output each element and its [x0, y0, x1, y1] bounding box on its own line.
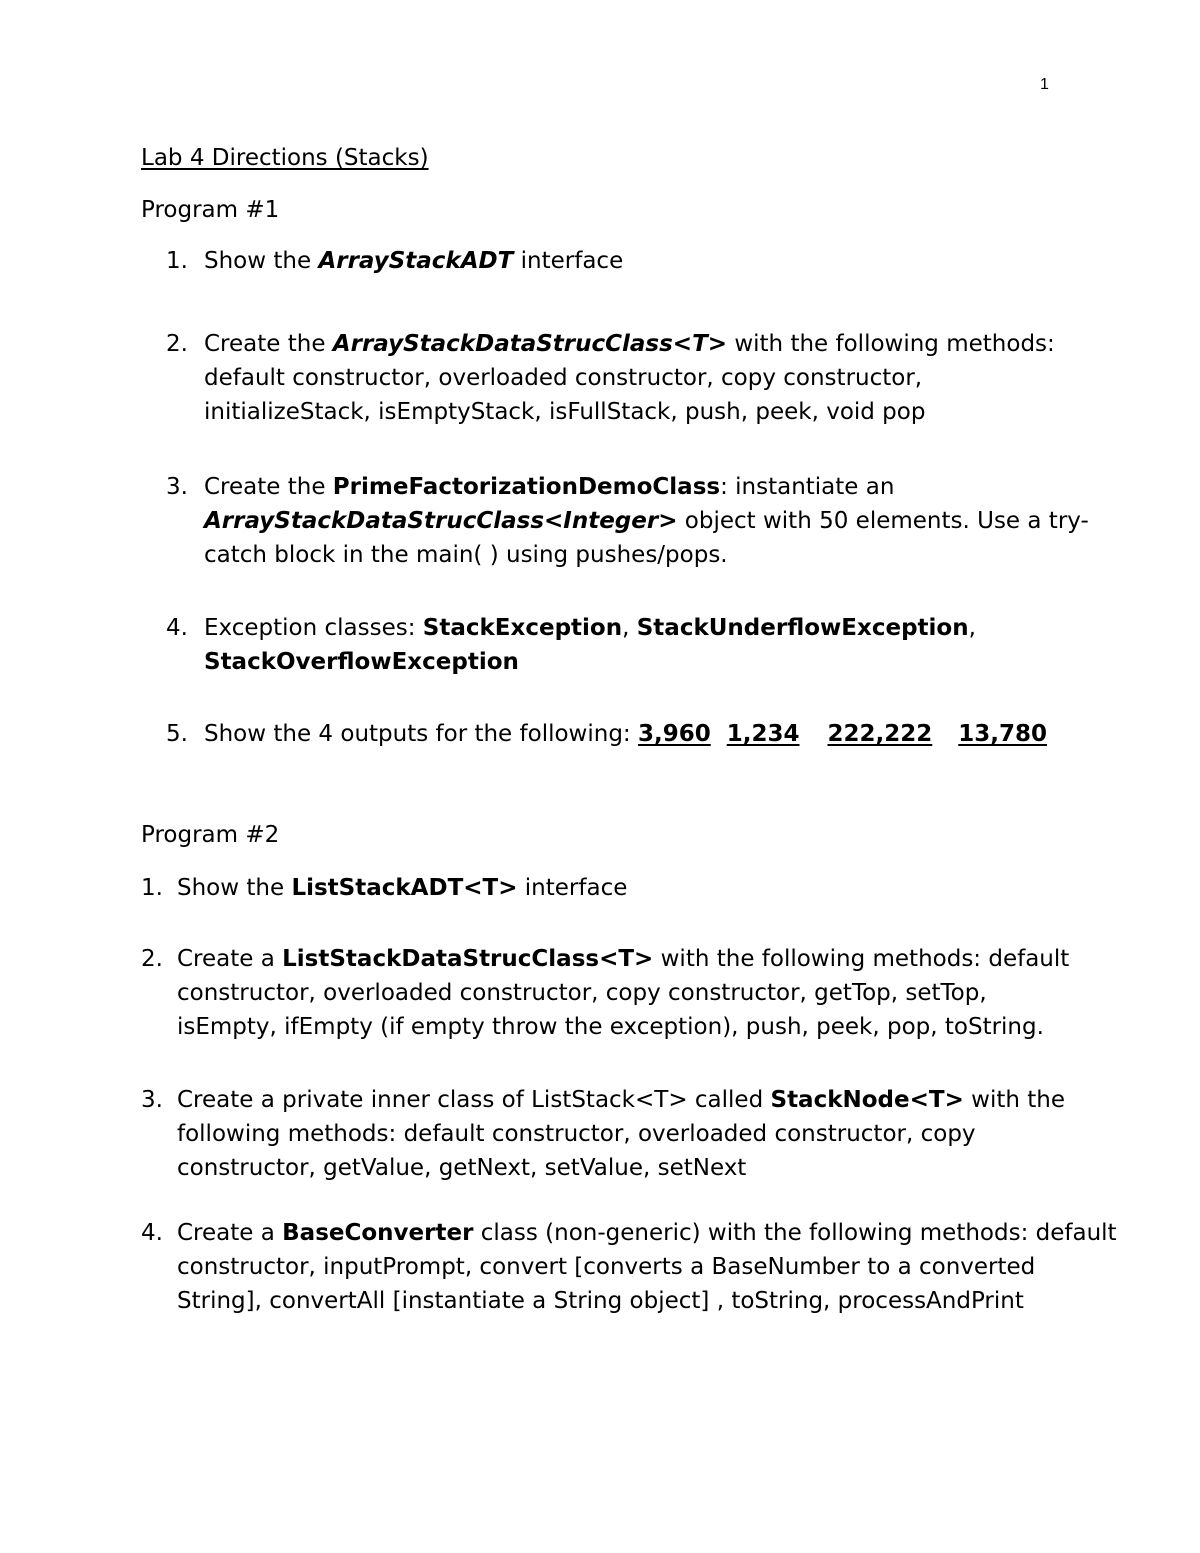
item-number: 4. [141, 1220, 163, 1246]
class-name: PrimeFactorizationDemoClass [332, 474, 721, 500]
output-value: 222,222 [827, 721, 933, 747]
item-text: Create the [204, 331, 333, 357]
item-text: with the following methods: default [653, 946, 1070, 972]
item-text-line: catch block in the main( ) using pushes/pops. [204, 542, 728, 568]
item-text: Show the [204, 248, 319, 274]
item-text-line: isEmpty, ifEmpty (if empty throw the exception), push, peek, pop, toString. [177, 1014, 1044, 1040]
item-text: Create a [177, 1220, 283, 1246]
item-text: Show the [177, 875, 292, 901]
item-text: , [968, 615, 976, 641]
item-text: with the following methods: [727, 331, 1055, 357]
program2-heading: Program #2 [141, 822, 280, 848]
item-number: 1. [141, 875, 163, 901]
item-text: , [622, 615, 637, 641]
item-text-line: constructor, overloaded constructor, copy constructor, getTop, setTop, [177, 980, 987, 1006]
item-text-line: constructor, inputPrompt, convert [converts a BaseNumber to a converted [177, 1254, 1036, 1280]
item-text-line: following methods: default constructor, overloaded constructor, copy [177, 1121, 976, 1147]
class-name: StackNode<T> [770, 1087, 964, 1113]
item-text: Show the 4 outputs for the following: [204, 721, 638, 747]
exception-name: StackOverflowException [204, 649, 519, 675]
item-text: object with 50 elements. Use a try- [677, 508, 1089, 534]
item-text: with the [963, 1087, 1066, 1113]
output-value: 3,960 [637, 721, 711, 747]
output-value: 13,780 [958, 721, 1048, 747]
item-text: interface [517, 875, 628, 901]
item-number: 3. [141, 1087, 163, 1113]
exception-name: StackException [422, 615, 623, 641]
class-name: ArrayStackDataStrucClass<T> [332, 331, 728, 357]
program1-heading: Program #1 [141, 197, 280, 223]
item-text: Create a private inner class of ListStack<T> called [177, 1087, 771, 1113]
item-number: 2. [166, 331, 188, 357]
item-number: 2. [141, 946, 163, 972]
item-text-line: String], convertAll [instantiate a String object] , toString, processAndPrint [177, 1288, 1024, 1314]
document-title: Lab 4 Directions (Stacks) [141, 145, 429, 171]
item-text: : instantiate an [720, 474, 895, 500]
class-name: BaseConverter [282, 1220, 474, 1246]
item-text: Exception classes: [204, 615, 423, 641]
item-text: interface [513, 248, 624, 274]
item-text: Create the [204, 474, 333, 500]
exception-name: StackUnderflowException [636, 615, 969, 641]
item-number: 3. [166, 474, 188, 500]
item-text: Create a [177, 946, 283, 972]
item-number: 4. [166, 615, 188, 641]
item-text-line: initializeStack, isEmptyStack, isFullStack, push, peek, void pop [204, 399, 926, 425]
item-text-line: default constructor, overloaded constructor, copy constructor, [204, 365, 923, 391]
item-number: 5. [166, 721, 188, 747]
output-value: 1,234 [726, 721, 800, 747]
class-name: ListStackDataStrucClass<T> [282, 946, 654, 972]
item-number: 1. [166, 248, 188, 274]
interface-name: ListStackADT<T> [291, 875, 518, 901]
class-name: ArrayStackDataStrucClass<Integer> [204, 508, 678, 534]
item-text-line: constructor, getValue, getNext, setValue, setNext [177, 1155, 747, 1181]
page-number: 1 [1040, 76, 1049, 93]
interface-name: ArrayStackADT [318, 248, 514, 274]
item-text: class (non-generic) with the following methods: default [473, 1220, 1117, 1246]
